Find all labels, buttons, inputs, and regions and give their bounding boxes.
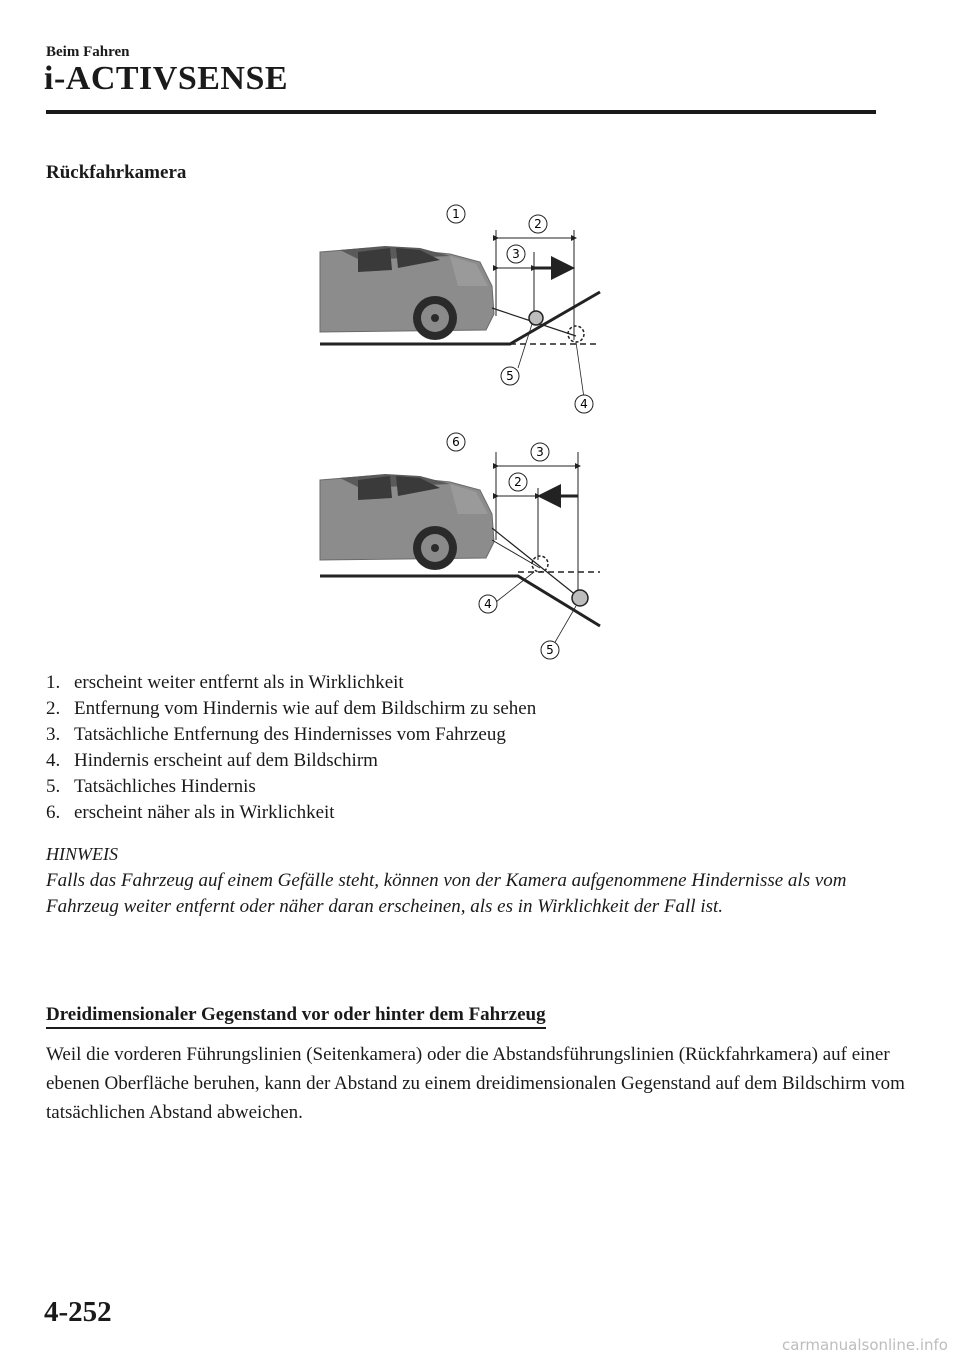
camera-distance-diagram — [300, 190, 630, 670]
callout-4-bottom — [479, 595, 497, 613]
legend-item: 5. Tatsächliches Hindernis — [46, 776, 256, 797]
callout-6 — [447, 433, 465, 451]
car-illustration-bottom — [320, 474, 494, 570]
subheading-rueckfahrkamera: Rückfahrkamera — [46, 162, 187, 183]
callout-5 — [501, 367, 519, 385]
note-title: HINWEIS — [46, 844, 118, 864]
svg-text:2: 2 — [514, 475, 522, 489]
svg-text:5: 5 — [546, 643, 554, 657]
svg-text:5: 5 — [506, 369, 514, 383]
screen-obstacle-bottom — [532, 556, 548, 572]
actual-obstacle-bottom — [572, 590, 588, 606]
diagram-farther — [320, 205, 600, 413]
svg-text:4: 4 — [484, 597, 492, 611]
callout-2-bottom — [509, 473, 527, 491]
legend-item: 6. erscheint näher als in Wirklichkeit — [46, 802, 335, 823]
watermark: carmanualsonline.info — [782, 1336, 948, 1354]
svg-text:2: 2 — [534, 217, 542, 231]
callout-3 — [507, 245, 525, 263]
callout-4 — [575, 395, 593, 413]
section-paragraph: Weil die vorderen Führungslinien (Seitenkamera) oder die Abstandsführungslinien (Rückfahrkamera) auf einer ebenen Oberfläche beruhen, kann der Abstand zu einem dreidimensionalen Gegenstand auf dem Bildschirm vom tatsächlichen Abstand abweichen. — [46, 1044, 905, 1123]
chapter-title: i-ACTIVSENSE — [44, 60, 289, 97]
page-number: 4-252 — [44, 1296, 112, 1328]
callout-3-bottom — [531, 443, 549, 461]
svg-text:4: 4 — [580, 397, 588, 411]
diagram-closer — [320, 433, 600, 659]
note-text: Falls das Fahrzeug auf einem Gefälle steht, können von der Kamera aufgenommene Hindernisse als vom Fahrzeug weiter entfernt oder näher daran erscheinen, als es in Wirklichkeit der Fall ist. — [46, 870, 847, 917]
car-illustration-top — [320, 246, 494, 340]
callout-1 — [447, 205, 465, 223]
svg-text:6: 6 — [452, 435, 460, 449]
svg-text:1: 1 — [452, 207, 460, 221]
section-heading-3d-object: Dreidimensionaler Gegenstand vor oder hinter dem Fahrzeug — [46, 1004, 546, 1029]
legend-item: 4. Hindernis erscheint auf dem Bildschirm — [46, 750, 378, 771]
legend-item: 2. Entfernung vom Hindernis wie auf dem Bildschirm zu sehen — [46, 698, 537, 719]
legend-item: 1. erscheint weiter entfernt als in Wirklichkeit — [46, 672, 404, 693]
legend-item: 3. Tatsächliche Entfernung des Hindernisses vom Fahrzeug — [46, 724, 506, 745]
actual-obstacle-top — [529, 311, 543, 325]
callout-5-bottom — [541, 641, 559, 659]
svg-text:3: 3 — [512, 247, 520, 261]
callout-2 — [529, 215, 547, 233]
figure-legend — [46, 670, 536, 826]
section-label: Beim Fahren — [46, 44, 130, 60]
svg-text:3: 3 — [536, 445, 544, 459]
header-rule — [46, 110, 876, 114]
